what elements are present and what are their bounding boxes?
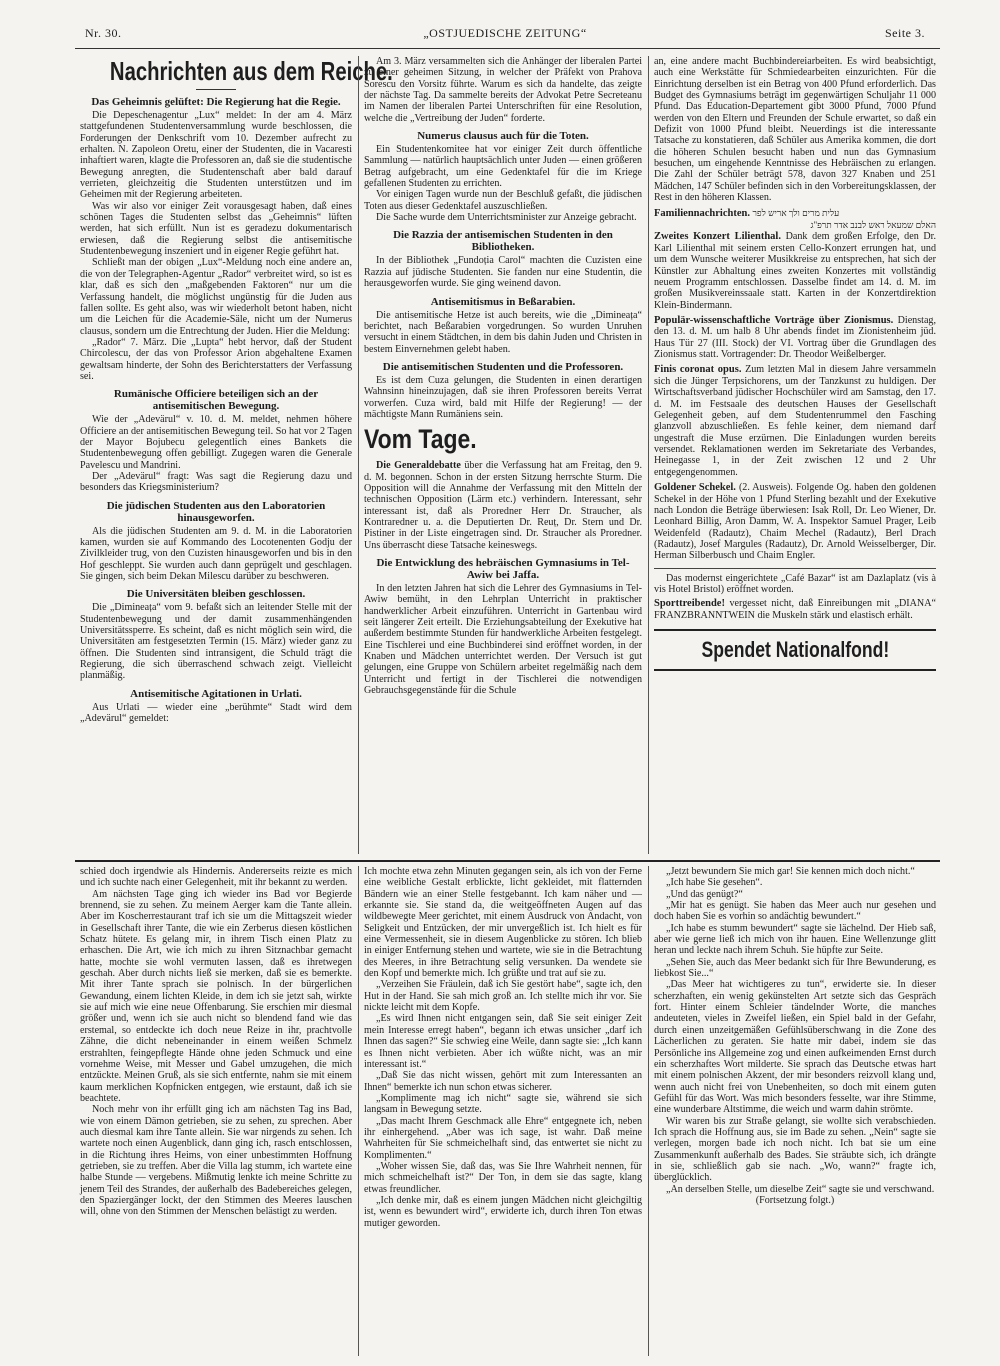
headline-inline: Populär-wissenschaftliche Vorträge über Zionismus. bbox=[654, 314, 894, 326]
advertisement-cafe: Das modernst eingerichtete „Café Bazar“ ist am Dazlaplatz (vis à vis Hotel Bristol) eröffnet worden. bbox=[654, 572, 936, 595]
section-title-vom-tage: Vom Tage. bbox=[364, 424, 477, 455]
feuilleton-paragraph: schied doch irgendwie als Hindernis. Andererseits reizte es mich und ich suchte nach einer Gelegenheit, mit ihr bekannt zu werden. bbox=[80, 866, 352, 889]
feuilleton-paragraph: „Ich denke mir, daß es einem jungen Mädchen nicht gleichgiltig ist, wenn es bewundert wird“, erwiderte ich, durch ihren Ton etwas mutiger geworden. bbox=[364, 1194, 642, 1229]
hebrew-line: האלם שמעאל ראש לבנב אדר תרפ"ג bbox=[810, 219, 936, 230]
feuilleton-paragraph: „Komplimente mag ich nicht“ sagte sie, während sie sich langsam in Bewegung setzte. bbox=[364, 1092, 642, 1116]
column-1 bbox=[80, 56, 393, 854]
paragraph: Aus Urlati — wieder eine „berühmte“ Stadt wird dem „Adevärul“ gemeldet: bbox=[80, 701, 352, 725]
feuilleton-column-3 bbox=[654, 866, 936, 1356]
paragraph-text: über die Verfassung hat am Freitag, den 9. d. M. begonnen. Schon in der ersten Sitzung herrschte Sturm. Die Opposition will die Annahme der Verfassung mit den Mitteln der technischen Opposition (Lärm etc.) verhindern. Interessant, sehr interessant ist, daß als Proredner Herr Dr. Straucher, als Kontraredner u. a. die Deputierten Dr. Reuț, Dr. Stern und Dr. Pistiner in der Liste eingetragen sind. Dr. Straucher als Proredner. Uns überrascht diese Tatsache keineswegs. bbox=[364, 460, 642, 551]
newspaper-name: „OSTJUEDISCHE ZEITUNG“ bbox=[423, 26, 587, 40]
headline: Die Entwicklung des hebräischen Gymnasiums in Tel-Awiw bei Jaffa. bbox=[376, 557, 630, 581]
paragraph: Die Sache wurde dem Unterrichtsminister zur Anzeige gebracht. bbox=[376, 212, 637, 224]
headline: Rumänische Officiere beteiligen sich an der antisemitischen Bewegung. bbox=[113, 388, 319, 413]
header-rule bbox=[75, 48, 940, 49]
section-title-nachrichten: Nachrichten aus dem Reiche. bbox=[109, 56, 393, 86]
page-number: Seite 3. bbox=[885, 26, 925, 40]
column-2 bbox=[364, 56, 642, 854]
column-rule bbox=[648, 866, 649, 1356]
feuilleton-paragraph: „Das Meer hat wichtigeres zu tun“, erwiderte sie. In dieser scherzhaften, ein wenig gekünstelten Art setzte sich das Gespräch fort. Hinter einem Schleier tändelnder Worte, die manches andeuteten, vieles in Zweifel ließen, ein Spiel bald in der Gefahr, durch einen unzeitgemäßen Gefühlsüberschwang in die Zone des Lächerlichen zu geraten. Sie hatte mir dabei, indem sie das Persönliche ins Allgemeine zog und einen aufkeimenden Ernst durch ein scherzhaftes Wort milderte. Sie sprach das Deutsche etwas hart mit einem polnischen Akzent, der mir besonders reizvoll klang und, wenn auch nicht frei von Unebenheiten, so doch mit einem guten Gefühl für das Wort. Was mich besonders fesselte, war ihre Stimme, eine wunderbare Altstimme, die weich und warm dahin strömte. bbox=[654, 979, 936, 1116]
family-news bbox=[654, 208, 936, 231]
paragraph: Was wir also vor einiger Zeit vorausgesagt haben, daß eines schönen Tages die Studenten selbst das „Geheimnis“ lüften werden, hat sich erfüllt. Nun ist es geradezu dokumentarisch erwiesen, daß die Regierung selbst die antisemitische Studentenbewegung inszeniert und in eigener Regie geführt hat. bbox=[80, 200, 352, 258]
feuilleton-paragraph: Am nächsten Tage ging ich wieder ins Bad vor Begierde brennend, sie zu sehen. Zu meinem Aerger kam die Tante allein. Aber im Koscherrestaurant traf ich sie um die Mittagszeit wieder in Gesellschaft ihrer Tante, die wie ein Zerberus diesen köstlichen Schatz hütete. Es gelang mir, in ihrem Tisch einen Platz zu erhaschen. Die Art, wie ich mich zu ihren Sitznachbar gemacht hatte, mochte sie wohl vermuten lassen, daß es ihretwegen geschah. Aber durch nichts ließ sie merken, daß sie es bemerkte. Mit ihrer Tante sprach sie polnisch. In der bürgerlichen Gewandung, einem lichten Kleide, in dem ich sie jetzt sah, wirkte sie auf mich wie eine neue Offenbarung. Sie erschien mir diesmal größer und, wenn ich sie auch nicht so blendend fand wie das erstemal, so entdeckte ich doch neue Reize in ihr, prachtvolle Zähne, die dicht nebeneinander in einem weißen Schmelz erstrahlten, feingepflegte Hände ohne jeden Schmuck und eine vornehme Weise, mit Messer und Gabel umzugehen, die mich entzückte. Meinen Gruß, als sie sich entfernte, nahm sie mit einem kaum merklichen Kopfnicken entgegen, wie erstaunt, daß ich sie beachtete. bbox=[80, 888, 352, 1104]
nationalfond-ad bbox=[654, 629, 936, 671]
feuilleton-paragraph: „Daß Sie das nicht wissen, gehört mit zum Interessanten an Ihnen“ bemerkte ich nun schon etwas sicherer. bbox=[364, 1070, 642, 1093]
headline: Numerus clausus auch für die Toten. bbox=[417, 130, 589, 143]
headline: Antisemitische Agitationen in Urlati. bbox=[130, 687, 302, 700]
hebrew-line: עלית מרים ולך אריש לפר bbox=[752, 208, 840, 219]
paragraph: In der Bibliothek „Fundoția Carol“ machten die Cuzisten eine Razzia auf jüdische Studenten. Sie fanden nur eine Studentin, die herausgeworfen wurde. Sie ging weinend davon. bbox=[364, 255, 642, 290]
paragraph: Schließt man der obigen „Lux“-Meldung noch eine andere an, die von der Telegraphen-Agentur „Rador“ verbreitet wird, so ist es klar, daß es sich den „maßgebenden Faktoren“ nur um die Verfassung handelt, die möglichst ungünstig für die Juden aus fallen sollte. Es geht also, was wir wiederholt betont haben, nicht um die Leichen für die Academie-Säle, nicht um der Numerus clausus, sondern um die Entrechtung der Juden. Hier die Meldung: bbox=[80, 257, 352, 337]
feuilleton-column-2 bbox=[364, 866, 642, 1356]
feuilleton-paragraph: „Es wird Ihnen nicht entgangen sein, daß Sie seit einiger Zeit mein Interesse erregt haben“, begann ich etwas unsicher „darf ich Ihnen das sagen?“ Sie schwieg eine Weile, dann sagte sie: „Ich kann es Ihnen nicht verbieten. Aber ich wüßte nicht, was an mir interessant ist.“ bbox=[364, 1013, 642, 1070]
nationalfond-ad-text: Spendet Nationalfond! bbox=[701, 637, 889, 663]
feuilleton-paragraph: „Ich habe es stumm bewundert“ sagte sie lächelnd. Der Hieb saß, aber wie gerne ließ ich mich von ihr hauen. Eine Wellenzunge glitt heran und leckte nach ihrem Schuh. Sie hüpfte zur Seite. bbox=[654, 922, 936, 957]
headline-inline: Goldener Schekel. bbox=[654, 482, 736, 493]
headline-inline: Zweites Konzert Lilienthal. bbox=[654, 231, 781, 243]
issue-number: Nr. 30. bbox=[85, 26, 122, 40]
headline-inline: Familiennachrichten. bbox=[654, 208, 750, 220]
paragraph: In den letzten Jahren hat sich die Lehrer des Gymnasiums in Tel-Awiw bemüht, in den Lehrplan Unterricht in praktischer handwerklicher Arbeit einzuführen. Unterricht in Gartenbau wird seit längerer Zeit erteilt. Die Erziehungsabteilung der Exekutive hat außerdem bestimmte Stunden für handwerkliche Arbeiten festgelegt. Eine Tischlerei und eine Buchbinderei sind eröffnet worden, in der Knaben und Mädchen unterrichtet werden. Der Versuch ist gut gelungen, eine Gruppe von Schülern arbeitet regelmäßig nach dem Unterricht und fertigt in der Tischlerei die notwendigen Gebrauchsgegenstände für die Schule bbox=[364, 583, 642, 697]
headline-inline: Sporttreibende! bbox=[654, 598, 725, 610]
paragraph: Die Depeschenagentur „Lux“ meldet: In der am 4. März stattgefundenen Studentenversammlung wurde beschlossen, die Forderungen der Denkschrift vom 10. Dezember aufrecht zu erhalten. N. Zapoleon Oretu, einer der Studenten, die in Vacaresti inhaftiert waren, klagte die Professoren an, daß sie die studentische Bewegung anregten, die Studentenschaft aber bald darauf verrieten, gleichzeitig die Studenten unterstützen und im Geheimen mit der Regierung arbeiteten. bbox=[80, 110, 352, 201]
paragraph: Der „Adevärul“ fragt: Was sagt die Regierung dazu und besonders das Kriegsministerium? bbox=[80, 470, 352, 494]
paragraph: an, eine andere macht Buchbindereiarbeiten. Es wird beabsichtigt, auch eine Werkstätte für Schmiedearbeiten einzurichten. Für die Einrichtung derselben ist ein Betrag von 400 Pfund erforderlich. Das Budget des Gymnasiums beträgt im gegenwärtigen Schuljahr 11 000 Pfund. Das Education-Departement gibt 3000 Pfund, 7000 Pfund werden von den Eltern und Freunden der Schule erwartet, so daß ein Defizit von 1000 Pfund bleibt. Neuerdings ist die interessante Tatsache zu konstatieren, daß Schüler aus Amerika kommen, die dort die höheren Schulen besucht haben und nun das Gymnasium besuchen, um eingehende Kenntnisse des Hebräischen zu erlangen. Die Zahl der Schüler beträgt 578, davon 327 Knaben und 251 Mädchen, 147 Schüler befinden sich in den Vorbereitungsklassen, der Rest in den höheren Klassen. bbox=[654, 56, 936, 204]
feuilleton-paragraph: „Woher wissen Sie, daß das, was Sie Ihre Wahrheit nennen, für mich schmeichelhaft ist?“ Der Ton, in dem sie das sagte, klang etwas freundlicher. bbox=[364, 1160, 642, 1195]
feuilleton-paragraph: „Das macht Ihrem Geschmack alle Ehre“ entgegnete ich, neben ihr einhergehend. „Aber was ich sage, ist wahr. Daß meine Wahrheiten für Sie schmeichelhaft sind, das entwertet sie nicht zu Komplimenten.“ bbox=[364, 1115, 642, 1161]
headline: Das Geheimnis gelüftet: Die Regierung hat die Regie. bbox=[91, 96, 341, 108]
column-3 bbox=[654, 56, 936, 854]
paragraph: Die „Dimineața“ vom 9. befaßt sich an leitender Stelle mit der Studentenbewegung und der damit zusammenhängenden Universitätssperre. Es scheint, daß es nicht möglich sein wird, die Universitäten am festgesetzten Termin (15. März) wieder ganz zu öffnen. Die Studenten sind intransigent, die Schuld trägt die Regierung, die sich überraschend schwach zeigt. Vielleicht planmäßig. bbox=[80, 602, 352, 682]
paragraph: Am 3. März versammelten sich die Anhänger der liberalen Partei zu einer geheimen Sitzung, in welcher der Präfekt von Prahova Sorescu den Vorsitz führte. Warum es sich da handelte, das zeigte der nächste Tag. Da sammelte bereits der Advokat Petre Secreteanu im Namen der liberalen Partei Unterschriften für eine Resolution, welche die „Vertreibung der Juden“ forderte. bbox=[364, 56, 642, 124]
headline: Die Razzia der antisemischen Studenten in den Bibliotheken. bbox=[393, 229, 613, 254]
lead-in: Die Generaldebatte bbox=[376, 460, 461, 472]
column-rule bbox=[358, 56, 359, 854]
feuilleton-paragraph: „Ich habe Sie gesehen“. bbox=[666, 877, 763, 889]
headline: Die Universitäten bleiben geschlossen. bbox=[126, 588, 306, 601]
feuilleton-paragraph: „An derselben Stelle, um dieselbe Zeit“ sagte sie und verschwand. bbox=[666, 1183, 935, 1195]
to-be-continued: (Fortsetzung folgt.) bbox=[755, 1194, 835, 1206]
paragraph-text: Zum letzten Mal in diesem Jahre versammeln sich die Jünger Terpsichorens, um der Tanzkunst zu huldigen. Der Wirtschaftsverband jüdischer Hochschüler wird am Samstag, den 17. d. M. im Festsaale des deutschen Hauses der Gesellschaft Gelegenheit geben, auf dem Studentenrummel den Fasching glanzvoll abzuschließen. Es fehle keiner, dem niemand darf ungestraft die Muse erzürnen. Die Einladungen wurden bereits versendet. Reklamationen werden im Sekretariate des Verbandes, Heinegasse 1, in der Zeit zwischen 12 und 2 Uhr entgegengenommen. bbox=[654, 364, 936, 478]
paragraph: „Rador“ 7. März. Die „Lupta“ hebt hervor, daß der Student Chircolescu, der das von Professor Arion abgehaltene Examen gewaltsam hinderte, der Sohn des Berichterstatters der Verfassung sei. bbox=[80, 336, 352, 382]
paragraph: Die antisemitische Hetze ist auch bereits, wie die „Dimineața“ berichtet, nach Beßarabien vorgedrungen. So wurden Unruhen versucht in einem Städtchen, in dem bis dahin Juden und Christen in bestem Einvernehmen gelebt haben. bbox=[364, 309, 642, 355]
paragraph: Als die jüdischen Studenten am 9. d. M. in die Laboratorien kamen, wurden sie auf Kommando des Locotenenten Godju der Zivilkleider trug, von den Cuzisten hinausgeworfen und bis in den Hof geschleppt. Sie wurden auch dann geprügelt und geschlagen. Sie gingen, sich beim Dekan Milescu darüber zu beschweren. bbox=[80, 525, 352, 583]
paragraph-text: Dank dem großen Erfolge, den Dr. Karl Lilienthal mit seinem ersten Cello-Konzert errungen hat, und um dem Wunsche weiterer Musikkreise zu entsprechen, hat sich der Künstler zur Abhaltung eines zweiten Konzertes mit vollständig neuem Programm entschlossen. Dasselbe findet am 14. d. M. im großen Musikvereinssaale statt. Karten in der Konzertdirektion Klein-Bindermann. bbox=[654, 231, 936, 311]
paragraph: Es ist dem Cuza gelungen, die Studenten in einen derartigen Wahnsinn hineinzujagen, daß sie ihren Professoren bereits Verrat vorwerfen. Cuza wird, bald mit Hilfe der Regierung! — der mächtigste Mann Rumäniens sein. bbox=[364, 374, 642, 420]
headline: Die antisemitischen Studenten und die Professoren. bbox=[382, 360, 624, 373]
feuilleton-paragraph: Ich mochte etwa zehn Minuten gegangen sein, als ich von der Ferne eine weibliche Gestalt erblickte, licht gekleidet, mit flatternden Bändern wie an einer Stelle festgebannt. Ich kam näher und — erkannte sie. Sie stand da, die weitgeöffneten Augen auf das wildbewegte Meer gerichtet, mit einem Ausdruck von Andacht, von Seligkeit und Entzücken, der mir unvergeßlich ist. Ich hielt es für eine Vermessenheit, sie in diesem Augenblicke zu stören. Ich blieb in einiger Entfernung stehen und wartete, wie sie in die Betrachtung des Meeres, in ihre Betrachtung selig versunken. Da wendete sie den Kopf und bemerkte mich. Ich grüßte und trat auf sie zu. bbox=[364, 866, 642, 980]
feuilleton-paragraph: Noch mehr von ihr erfüllt ging ich am nächsten Tag ins Bad, wie von einem Dämon getrieben, sie zu sehen, zu sprechen. Aber auch diesmal kam ihre Tante allein. Sie war nirgends zu sehen. Ich wartete noch einen Augenblick, dann ging ich, rasch entschlossen, in die Richtung ihres Heims, von einer unbestimmten Hoffnung getrieben, sie zu treffen. Aber die Villa lag stumm, ich wartete eine halbe Stunde — vergebens. Mißmutig lenkte ich meine Schritte zu jenem Teil des Strandes, der außerhalb des Badebereiches gelegen, den Spaziergänger lockt, der den Stimmen des Meeres lauschen will, ohne von den Stimmen der Menschen belästigt zu werden. bbox=[80, 1104, 352, 1218]
feuilleton-rule bbox=[75, 860, 940, 862]
feuilleton-paragraph: „Verzeihen Sie Fräulein, daß ich Sie gestört habe“, sagte ich, den Hut in der Hand. Sie sah mich groß an. Ich stellte mich ihr vor. Sie nickte leicht mit dem Kopfe. bbox=[364, 979, 642, 1014]
headline-inline: Finis coronat opus. bbox=[654, 364, 742, 376]
paragraph: Vor einigen Tagen wurde nun der Beschluß gefaßt, die jüdischen Toten aus dieser Gedenktafel auszuschließen. bbox=[364, 189, 642, 212]
paragraph bbox=[364, 460, 642, 551]
feuilleton-paragraph: Wir waren bis zur Straße gelangt, sie wollte sich verabschieden. Ich sprach die Hoffnung aus, sie im Bade zu sehen. „Nein“ sagte sie verlegen, morgen bade ich noch nicht. Ich bat sie um eine Zusammenkunft außerhalb des Bades. Sie sträubte sich, ich drängte in sie, schließlich gab sie nach. „Wo, wann?“ fragte ich, überglücklich. bbox=[654, 1115, 936, 1184]
divider bbox=[654, 568, 936, 569]
paragraph-text: (2. Ausweis). Folgende Og. haben den goldenen Schekel in der Höhe von 1 Pfund Sterling bezahlt und der Exekutive nach London die Beträge überwiesen: Isak Roll, Dr. Leo Wiener, Dr. Leonhard Billig, Aron Damm, W. A. Inspektor Samuel Prager, Leib Weidenfeld (Radautz), Chaim Mechel (Radautz), Berl Drach (Radautz), Josef Margules (Radautz), Dr. Arnold Weisselberger, Dir. Herman Silberbusch und Chaim Engler. bbox=[654, 482, 936, 562]
column-rule bbox=[648, 56, 649, 854]
feuilleton-paragraph: „Und das genügt?“ bbox=[666, 888, 743, 900]
column-rule bbox=[358, 866, 359, 1356]
feuilleton-paragraph: „Mir hat es genügt. Sie haben das Meer auch nur gesehen und doch haben Sie es vorhin so andächtig bewundert.“ bbox=[654, 900, 936, 923]
title-separator bbox=[196, 89, 236, 90]
feuilleton-column-1 bbox=[80, 866, 352, 1356]
page-header bbox=[85, 26, 925, 46]
feuilleton-paragraph: „Jetzt bewundern Sie mich gar! Sie kennen mich doch nicht.“ bbox=[666, 866, 915, 877]
feuilleton-paragraph: „Sehen Sie, auch das Meer bedankt sich für Ihre Bewunderung, es liebkost Sie...“ bbox=[654, 956, 936, 980]
paragraph-text: vergesset nicht, daß Einreibungen mit „DIANA“ FRANZBRANNTWEIN die Muskeln stärk und elastisch erhält. bbox=[654, 598, 936, 621]
paragraph: Wie der „Adevärul“ v. 10. d. M. meldet, nehmen höhere Officiere an der antisemitischen Bewegung teil. So hat vor 2 Tagen der Mayor Bojubecu gelegentlich eines Bankets die Studentenbewegung offen gebilligt. Zugegen waren die Generale Pavelescu und Mandrini. bbox=[80, 414, 352, 471]
headline: Die jüdischen Studenten aus den Laboratorien hinausgeworfen. bbox=[106, 499, 326, 524]
headline: Antisemitismus in Beßarabien. bbox=[430, 295, 576, 308]
paragraph: Ein Studentenkomitee hat vor einiger Zeit durch öffentliche Sammlung — natürlich hauptsächlich unter Juden — einen größeren Betrag aufgebracht, um eine Gedenktafel für die im Kriege gefallenen Studenten zu errichten. bbox=[364, 144, 642, 190]
paragraph-text: Dienstag, den 13. d. M. um halb 8 Uhr abends findet im Zionistenheim jüd. Haus Tür 27 (III. Stock) der VI. Vortrag über die Grundlagen des Zionismus statt. Vortragender: Dr. Theodor Weißelberger. bbox=[654, 314, 936, 361]
